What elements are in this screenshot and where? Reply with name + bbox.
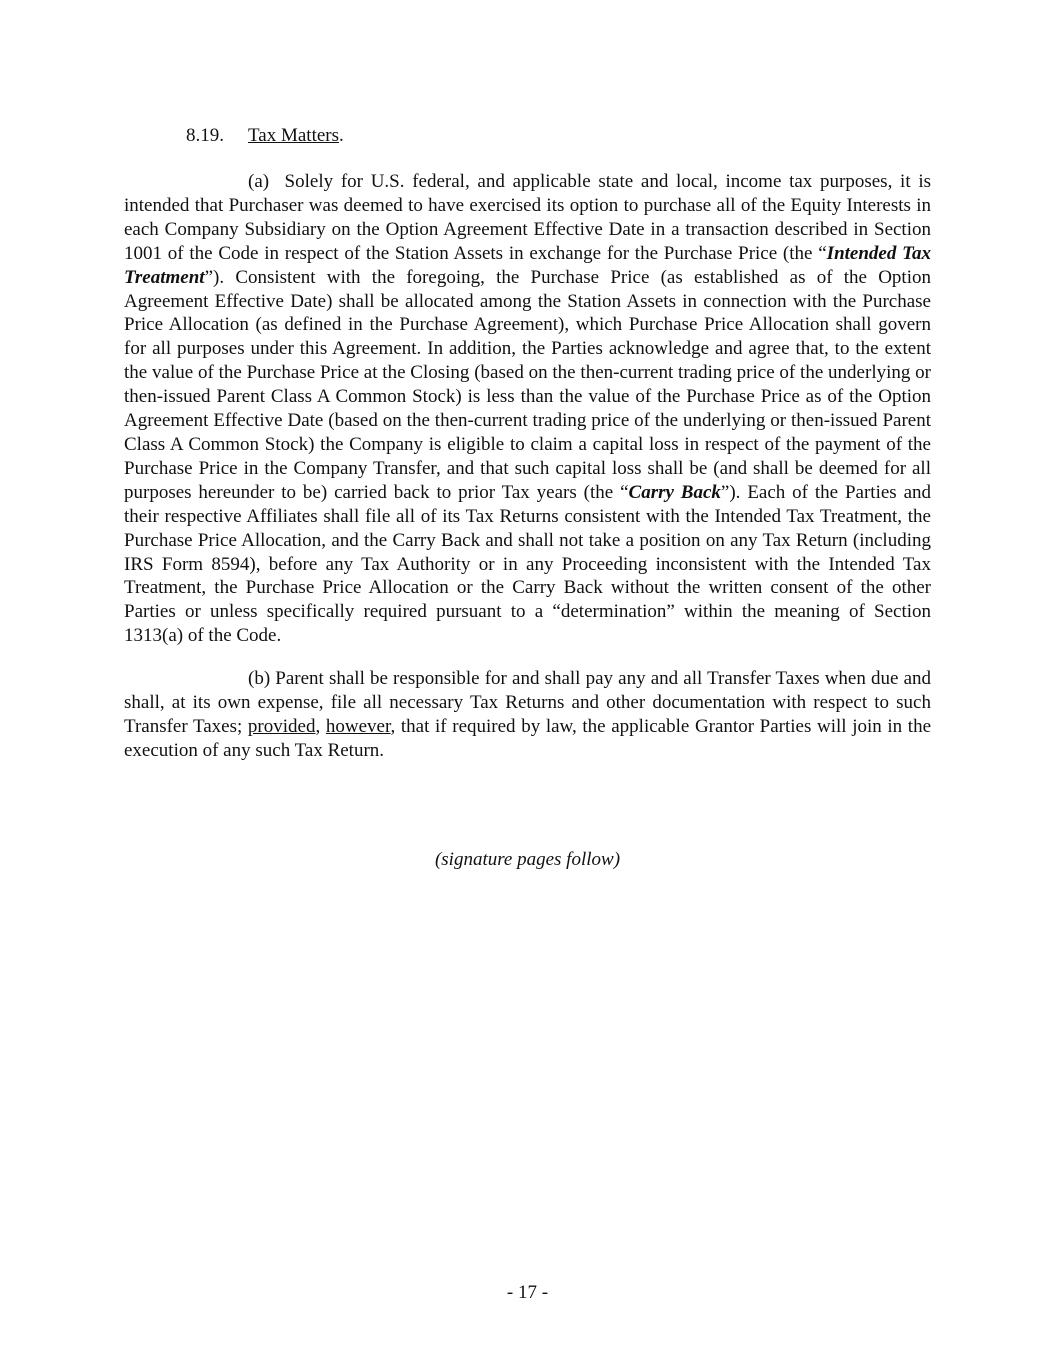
section-heading: [124, 124, 931, 148]
signature-pages-note: (signature pages follow): [434, 849, 621, 870]
paragraph-b-separator: ,: [315, 715, 326, 737]
provided-word: provided: [247, 715, 316, 737]
defined-term-carry-back: Carry Back: [628, 481, 721, 503]
paragraph-a-text-2: ”). Consistent with the foregoing, the Purchase Price (as established as of the Option Agreement Effective Date) shall be allocated among the Station Assets in connection with the Purchase Price Allocation (as defined in the Purchase Agreement), which Purchase Price Allocation shall govern for all purposes under this Agreement. In addition, the Parties acknowledge and agree that, to the extent the value of the Purchase Price at the Closing (based on the then-current trading price of the underlying or then-issued Parent Class A Common Stock) is less than the value of the Purchase Price as of the Option Agreement Effective Date (based on the then-current trading price of the underlying or then-issued Parent Class A Common Stock) the Company is eligible to claim a capital loss in respect of the payment of the Purchase Price in the Company Transfer, and that such capital loss shall be (and shall be deemed for all purposes hereunder to be) carried back to prior Tax years (the “: [124, 266, 931, 503]
paragraph-a-label: (a): [248, 171, 270, 192]
document-page: [124, 124, 931, 763]
defined-term-intended-tax-treatment: Intended Tax Treatment: [124, 242, 931, 288]
paragraph-b-text-2: , that if required by law, the applicable Grantor Parties will join in the execution of any such Tax Return.: [124, 715, 932, 761]
section-title: Tax Matters: [248, 125, 340, 146]
paragraph-a: [124, 170, 931, 648]
paragraph-a-text-3: ”). Each of the Parties and their respective Affiliates shall file all of its Tax Returns consistent with the Intended Tax Treatment, the Purchase Price Allocation, and the Carry Back and shall not take a position on any Tax Return (including IRS Form 8594), before any Tax Authority or in any Proceeding inconsistent with the Intended Tax Treatment, the Purchase Price Allocation or the Carry Back without the written consent of the other Parties or unless specifically required pursuant to a “determination” within the meaning of Section 1313(a) of the Code.: [124, 481, 932, 647]
paragraph-b-text-1: Parent shall be responsible for and shall pay any and all Transfer Taxes when due and shall, at its own expense, file all necessary Tax Returns and other documentation with respect to such Transfer Taxes;: [124, 668, 932, 737]
however-word: however: [325, 715, 391, 737]
section-number: 8.19.: [186, 125, 224, 146]
page-number: - 17 -: [506, 1282, 549, 1303]
paragraph-a-text-1: Solely for U.S. federal, and applicable state and local, income tax purposes, it is intended that Purchaser was deemed to have exercised its option to purchase all of the Equity Interests in each Company Subsidiary on the Option Agreement Effective Date in a transaction described in Section 1001 of the Code in respect of the Station Assets in exchange for the Purchase Price (the “: [124, 171, 932, 264]
paragraph-b: [124, 667, 931, 763]
section-title-period: .: [339, 125, 344, 146]
paragraph-b-label: (b): [248, 668, 271, 690]
